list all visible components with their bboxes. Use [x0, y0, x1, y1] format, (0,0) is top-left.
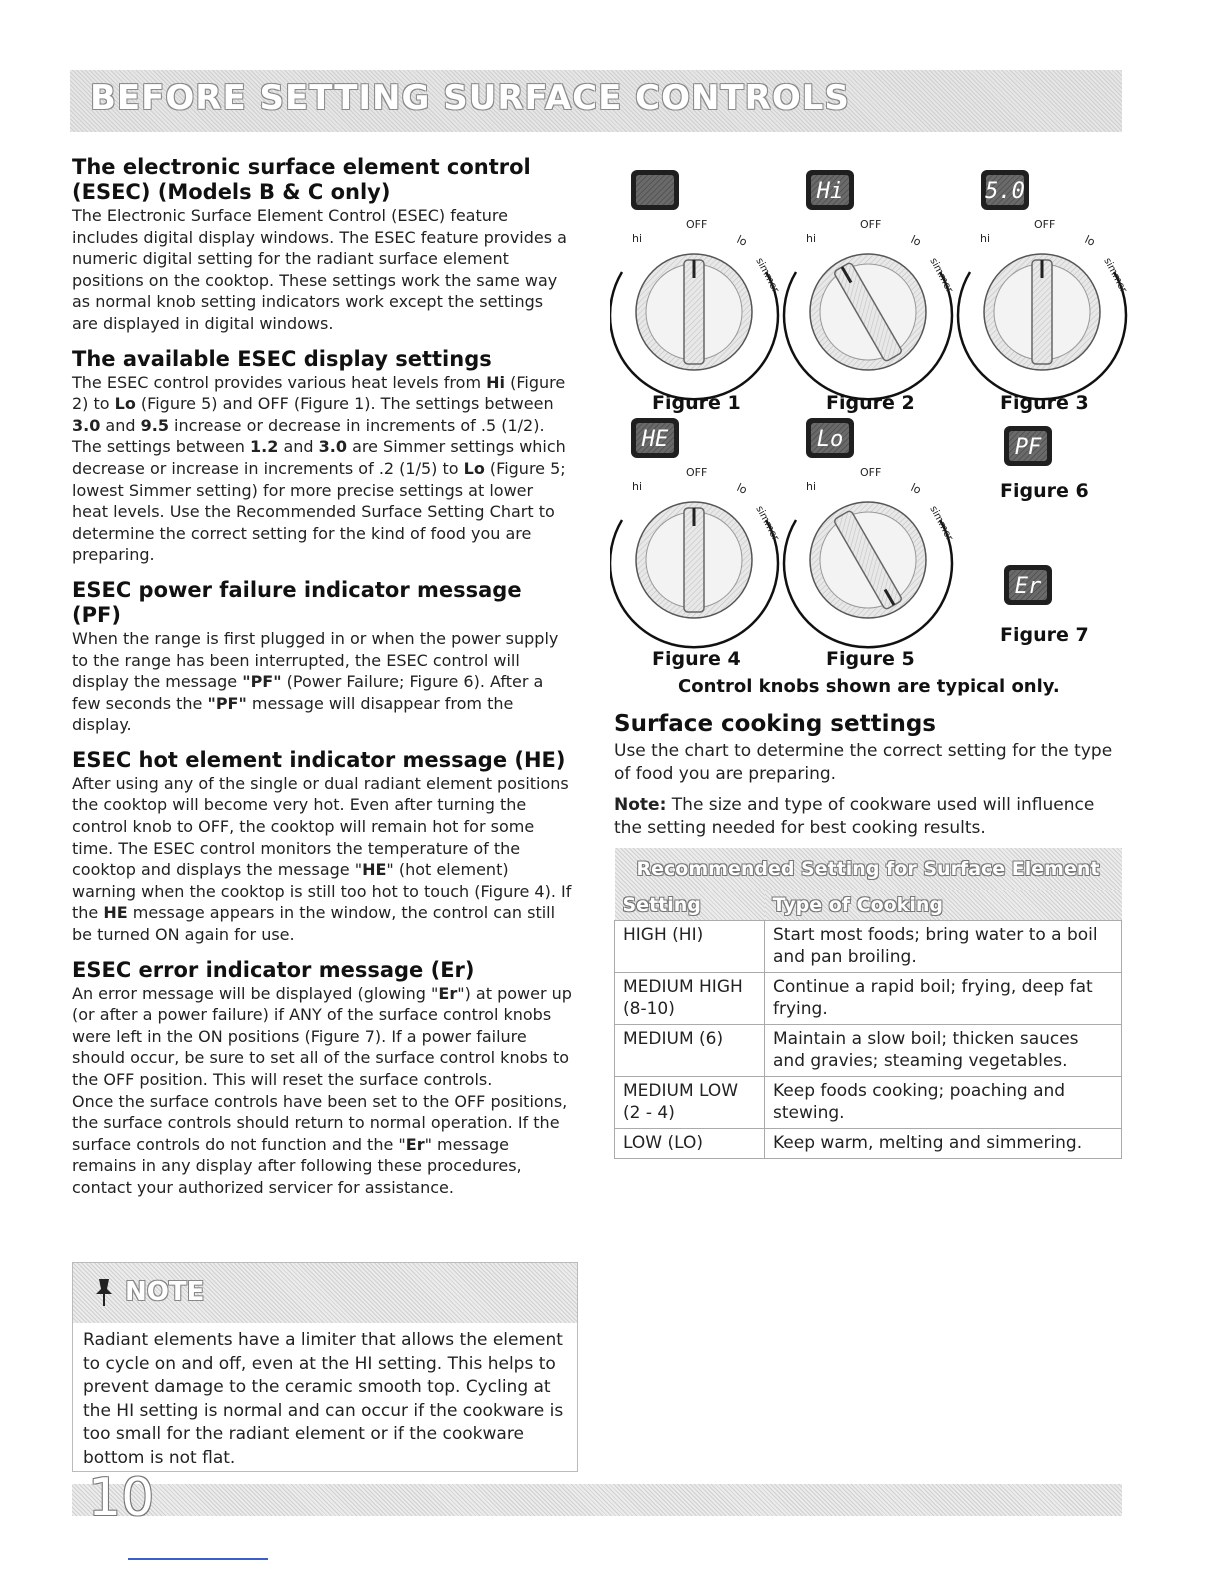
page-footer-bar — [72, 1484, 1122, 1516]
paragraph-cookware-note: Note: The size and type of cookware used will influence the setting needed for best cooking results. — [614, 795, 1095, 838]
display-figure-6 — [1004, 426, 1052, 466]
note-title: NOTE — [125, 1277, 205, 1307]
display-figure-1 — [631, 170, 679, 210]
display-figure-3 — [981, 170, 1029, 210]
column-header-setting: Setting — [615, 890, 765, 920]
knob-figure-3 — [958, 218, 1129, 399]
heading-display-settings: The available ESEC display settings — [72, 346, 492, 371]
display-figure-7-text: Er — [1014, 574, 1042, 599]
table-row — [615, 972, 1122, 1024]
paragraph-surface-cooking: Use the chart to determine the correct setting for the type of food you are preparing. — [614, 741, 1113, 784]
pushpin-icon — [91, 1277, 117, 1307]
note-box — [72, 1262, 578, 1472]
knob-figure-1-label: OFF — [686, 218, 708, 231]
cell-cooking: Continue a rapid boil; frying, deep fat frying. — [765, 972, 1122, 1024]
note-header — [73, 1263, 577, 1323]
knob-figure-2-label: simmer — [927, 256, 955, 295]
cell-cooking: Keep warm, melting and simmering. — [765, 1128, 1122, 1158]
knob-figure-4-label: lo — [734, 480, 750, 497]
left-column — [72, 155, 572, 1199]
display-figure-4 — [631, 418, 679, 458]
knob-figure-2 — [784, 218, 955, 399]
display-figure-2-text: Hi — [816, 179, 844, 204]
knob-figure-2-label: lo — [908, 232, 924, 249]
figure-6-label: Figure 6 — [1000, 480, 1089, 502]
paragraph-hot-element: After using any of the single or dual radiant element positions the cooktop will become very hot. Even after turning the control knob to OFF, the cooktop will remain hot for some time. The ESEC control monitors the temperature of the cooktop and displays the message "HE" (hot element) warning when the cooktop is still too hot to touch (Figure 4). If the HE message appears in the window, the control can still be turned ON again for use. — [72, 773, 572, 945]
heading-surface-cooking: Surface cooking settings — [614, 711, 936, 737]
display-figure-4-text: HE — [641, 427, 669, 452]
table-row — [615, 1128, 1122, 1158]
knob-figure-4 — [610, 466, 781, 647]
knob-figure-5-label: hi — [806, 480, 817, 493]
knob-figure-1-label: lo — [734, 232, 750, 249]
paragraph-display-settings: The ESEC control provides various heat levels from Hi (Figure 2) to Lo (Figure 5) and OFF (Figure 1). The settings between 3.0 and 9.5 increase or decrease in increments of .5 (1/2). The settings between 1.2 and 3.0 are Simmer settings which decrease or increase in increments of .2 (1/5) to Lo (Figure 5; lowest Simmer setting) for more precise settings at lower heat levels. Use the Recommended Surface Setting Chart to determine the correct setting for the kind of food you are preparing. — [72, 372, 566, 565]
display-figure-3-text: 5.0 — [985, 179, 1025, 204]
table-title: Recommended Setting for Surface Element — [615, 848, 1122, 890]
heading-hot-element: ESEC hot element indicator message (HE) — [72, 747, 566, 772]
paragraph-error: An error message will be displayed (glowing "Er") at power up (or after a power failure) if ANY of the surface control knobs were left in the ON positions (Figure 7). If a power failure should occur, be sure to set all of the surface control knobs to the OFF position. This will reset the surface controls. — [72, 983, 572, 1089]
heading-esec: The electronic surface element control (ESEC) (Models B & C only) — [72, 155, 531, 204]
footer-rule — [128, 1558, 268, 1560]
figure-1-label: Figure 1 — [652, 392, 741, 414]
display-figure-7 — [1004, 565, 1052, 605]
figure-5-label: Figure 5 — [826, 648, 915, 670]
knob-figure-1-label: simmer — [753, 256, 781, 295]
figure-2-label: Figure 2 — [826, 392, 915, 414]
display-figure-5 — [806, 418, 854, 458]
figure-3-label: Figure 3 — [1000, 392, 1089, 414]
knob-figure-2-label: OFF — [860, 218, 882, 231]
knob-figure-5-label: OFF — [860, 466, 882, 479]
display-figure-2 — [806, 170, 854, 210]
table-row — [615, 920, 1122, 972]
paragraph-power-failure: When the range is first plugged in or when the power supply to the range has been interrupted, the ESEC control will display the message "PF" (Power Failure; Figure 6). After a few seconds the "PF" message will disappear from the display. — [72, 628, 559, 735]
knob-figure-3-label: OFF — [1034, 218, 1056, 231]
table-row — [615, 1024, 1122, 1076]
knob-figure-5-label: lo — [908, 480, 924, 497]
note-body: Radiant elements have a limiter that allows the element to cycle on and off, even at the HI setting. This helps to prevent damage to the ceramic smooth top. Cycling at the HI setting is normal and can occur if the cookware is too small for the radiant element or if the cookware bottom is not flat. — [83, 1330, 564, 1468]
knob-figure-5 — [784, 466, 955, 647]
heading-error: ESEC error indicator message (Er) — [72, 957, 475, 982]
cell-cooking: Start most foods; bring water to a boil and pan broiling. — [765, 920, 1122, 972]
page-title: BEFORE SETTING SURFACE CONTROLS — [90, 78, 850, 118]
cell-cooking: Maintain a slow boil; thicken sauces and gravies; steaming vegetables. — [765, 1024, 1122, 1076]
heading-power-failure: ESEC power failure indicator message (PF) — [72, 577, 522, 627]
knob-figure-5-label: simmer — [927, 504, 955, 543]
cell-setting: HIGH (HI) — [615, 920, 765, 972]
cell-setting: MEDIUM LOW (2 - 4) — [615, 1076, 765, 1128]
cell-cooking: Keep foods cooking; poaching and stewing. — [765, 1076, 1122, 1128]
page-number: 10 — [88, 1468, 155, 1528]
knob-figures — [610, 150, 1130, 680]
knob-figure-4-label: hi — [632, 480, 643, 493]
knob-figure-3-label: simmer — [1101, 256, 1129, 295]
column-header-cooking: Type of Cooking — [765, 890, 1122, 920]
paragraph-esec: The Electronic Surface Element Control (ESEC) feature includes digital display windows. The ESEC feature provides a numeric digital setting for the radiant surface element positions on the cooktop. These settings work the same way as normal knob setting indicators work except the settings are displayed in digital windows. — [72, 206, 567, 333]
figures-caption: Control knobs shown are typical only. — [678, 676, 1060, 697]
display-figure-5-text: Lo — [816, 427, 844, 452]
cell-setting: LOW (LO) — [615, 1128, 765, 1158]
table-row — [615, 1076, 1122, 1128]
knob-figure-4-label: simmer — [753, 504, 781, 543]
knob-figure-3-label: lo — [1082, 232, 1098, 249]
right-column — [614, 708, 1122, 848]
cell-setting: MEDIUM (6) — [615, 1024, 765, 1076]
cell-setting: MEDIUM HIGH (8-10) — [615, 972, 765, 1024]
display-figure-6-text: PF — [1014, 435, 1042, 460]
paragraph-error-reset: Once the surface controls have been set to the OFF positions, the surface controls should return to normal operation. If the surface controls do not function and the "Er" message remains in any display after following these procedures, contact your authorized servicer for assistance. — [72, 1091, 568, 1197]
section-banner — [70, 70, 1122, 132]
knob-figure-2-label: hi — [806, 232, 817, 245]
knob-figure-1 — [610, 218, 781, 399]
figure-7-label: Figure 7 — [1000, 624, 1089, 646]
knob-figure-1-label: hi — [632, 232, 643, 245]
figure-4-label: Figure 4 — [652, 648, 741, 670]
settings-table — [614, 848, 1122, 1159]
knob-figure-4-label: OFF — [686, 466, 708, 479]
knob-figure-3-label: hi — [980, 232, 991, 245]
